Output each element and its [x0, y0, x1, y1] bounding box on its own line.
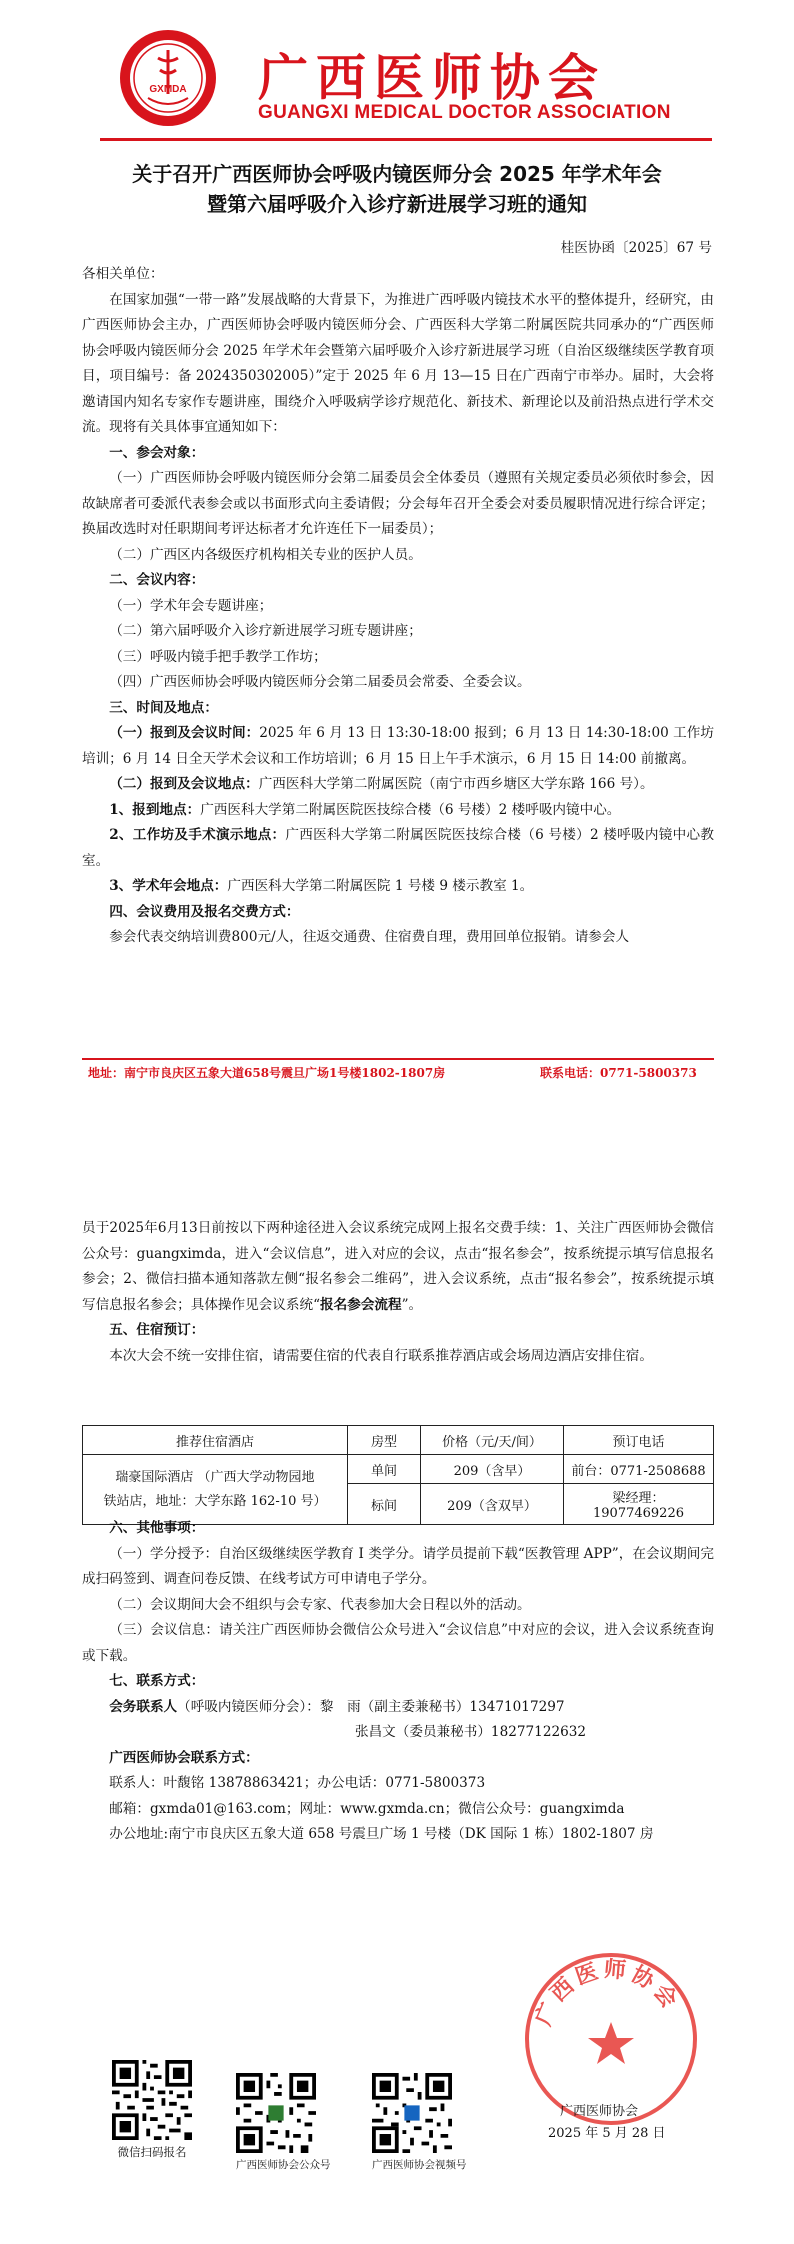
place3-label: 3、学术年会地点：	[109, 878, 228, 894]
time-label: （一）报到及会议时间：	[109, 725, 260, 741]
footer-phone: 联系电话：0771-5800373	[540, 1066, 697, 1080]
table-header: 推荐住宿酒店	[83, 1426, 348, 1455]
section6-item2: （二）会议期间大会不组织与会专家、代表参加大会日程以外的活动。	[109, 1596, 531, 1613]
org-title-cn: 广西医师协会	[258, 48, 606, 107]
contact-person2: 张昌文（委员兼秘书）18277122632	[355, 1724, 587, 1740]
room-type: 标间	[348, 1484, 421, 1525]
org-title-en: GUANGXI MEDICAL DOCTOR ASSOCIATION	[258, 102, 671, 123]
qr-code-icon	[112, 2060, 192, 2140]
place2-text: 广西医科大学第二附属医院医技综合楼（6 号楼）2 楼呼吸内镜中心教室。	[82, 827, 714, 869]
qr-label: 微信扫码报名	[117, 2145, 187, 2159]
svg-text:广西医师协会: 广西医师协会	[531, 1957, 684, 2030]
svg-text:GXMDA: GXMDA	[149, 84, 187, 95]
intro-paragraph: 在国家加强“一带一路”发展战略的大背景下，为推进广西呼吸内镜技术水平的整体提升，经研究，由广西医师协会主办，广西医师协会呼吸内镜医师分会、广西医科大学第二附属医院共同承办的“广西医师协会呼吸内镜医师分会 2025 年学术年会暨第六届呼吸介入诊疗新进展学习班（自治区级继续医学教育项目，项目编号：备 2024350302005）”定于 2025 年 6 月 13—15 日在广西南宁市举办。届时，大会将邀请国内知名专家作专题讲座，围绕介入呼吸病学诊疗规范化、新技术、新理论以及前沿热点进行学术交流。现将有关具体事宜通知如下：	[82, 291, 714, 435]
place-label: （二）报到及会议地点：	[109, 776, 259, 792]
section6-heading: 六、其他事项：	[109, 1520, 205, 1536]
contact-person1: （呼吸内镜医师分会）：黎 雨（副主委兼秘书）13471017297	[177, 1698, 565, 1715]
section6-item1: （一）学分授予：自治区级继续医学教育 I 类学分。请学员提前下载“医教管理 APP”，在会议期间完成扫码签到、调查问卷反馈、在线考试方可申请电子学分。	[82, 1545, 714, 1587]
section6-item3: （三）会议信息：请关注广西医师协会微信公众号进入“会议信息”中对应的会议，进入会议系统查询或下载。	[82, 1622, 714, 1664]
section3-place3	[82, 874, 714, 900]
time-text: 2025 年 6 月 13 日 13:30-18:00 报到；6 月 13 日 14:30-18:00 工作坊培训；6 月 14 日全天学术会议和工作坊培训；6 月 15 日上午手术演示，6 月 15 日 14:00 前撤离。	[82, 725, 715, 767]
qr-code-icon	[236, 2073, 316, 2153]
table-header: 价格（元/天/间）	[421, 1426, 564, 1455]
table-header-row	[83, 1426, 714, 1455]
section2-heading: 二、会议内容：	[109, 572, 205, 588]
doc-title-line2: 暨第六届呼吸介入诊疗新进展学习班的通知	[207, 192, 587, 216]
section3-place2	[82, 823, 714, 874]
signup-flow-label: 报名参会流程	[320, 1296, 402, 1313]
qr-signup[interactable]	[112, 2060, 192, 2160]
place1-text: 广西医科大学第二附属医院医技综合楼（6 号楼）2 楼呼吸内镜中心。	[200, 801, 621, 818]
qr-video-account[interactable]	[372, 2073, 467, 2172]
hotel-name-line1: 瑞豪国际酒店 （广西大学动物园地	[115, 1469, 315, 1485]
section4-text2	[82, 1216, 714, 1318]
section5-heading: 五、住宿预订：	[109, 1322, 205, 1338]
qr-code-icon	[372, 2073, 452, 2153]
doc-number: 桂医协函〔2025〕67 号	[560, 240, 712, 256]
section5-text: 本次大会不统一安排住宿，请需要住宿的代表自行联系推荐酒店或会场周边酒店安排住宿。	[109, 1347, 653, 1364]
section3-heading: 三、时间及地点：	[109, 699, 218, 716]
page2-body-lower	[82, 1516, 714, 1848]
hotel-name-cell	[83, 1455, 348, 1525]
place2-label: 2、工作坊及手术演示地点：	[109, 827, 286, 843]
assoc-address: 办公地址:南宁市良庆区五象大道 658 号震旦广场 1 号楼（DK 国际 1 栋）1802-1807 房	[109, 1826, 654, 1842]
section4-heading: 四、会议费用及报名交费方式：	[109, 903, 300, 920]
signature-org: 广西医师协会	[560, 2104, 639, 2119]
footer-divider	[82, 1058, 714, 1060]
signature-date: 2025 年 5 月 28 日	[548, 2126, 666, 2141]
page2-body	[82, 1216, 714, 1369]
table-header: 房型	[348, 1426, 421, 1455]
assoc-contact-heading: 广西医师协会联系方式：	[109, 1749, 259, 1766]
place-text: 广西医科大学第二附属医院（南宁市西乡塘区大学东路 166 号）。	[258, 776, 654, 792]
qr-official-account[interactable]	[236, 2073, 331, 2172]
booking-phone: 梁经理：19077469226	[564, 1484, 714, 1525]
section3-place	[82, 772, 714, 798]
booking-phone: 前台：0771-2508688	[564, 1455, 714, 1484]
header-divider	[100, 138, 712, 141]
hotel-table	[82, 1425, 714, 1525]
assoc-email: 邮箱：gxmda01@163.com；网址：www.gxmda.cn；微信公众号：guangximda	[109, 1800, 625, 1817]
hotel-name-line2: 铁站店，地址：大学东路 162-10 号）	[103, 1493, 327, 1509]
section7-heading: 七、联系方式：	[109, 1673, 205, 1689]
doc-title-line1: 关于召开广西医师协会呼吸内镜医师分会 2025 年学术年会	[132, 162, 662, 186]
section1-heading: 一、参会对象：	[109, 444, 205, 461]
contact-line1	[82, 1695, 714, 1721]
section4-text1: 参会代表交纳培训费800元/人，往返交通费、住宿费自理，费用回单位报销。请参会人	[109, 929, 630, 945]
section1-item2: （二）广西区内各级医疗机构相关专业的医护人员。	[109, 546, 422, 563]
section3-place1	[82, 798, 714, 824]
table-row	[83, 1455, 714, 1484]
assoc-contact: 联系人：叶馥铭 13878863421；办公电话：0771-5800373	[109, 1775, 486, 1791]
section4-text2-end: ”。	[401, 1296, 423, 1313]
room-type: 单间	[348, 1455, 421, 1484]
place3-text: 广西医科大学第二附属医院 1 号楼 9 楼示教室 1。	[227, 878, 534, 894]
section2-item: （二）第六届呼吸介入诊疗新进展学习班专题讲座；	[109, 623, 422, 639]
table-header: 预订电话	[564, 1426, 714, 1455]
footer-address: 地址：南宁市良庆区五象大道658号震旦广场1号楼1802-1807房	[88, 1066, 446, 1080]
section2-item: （一）学术年会专题讲座；	[109, 597, 273, 614]
room-price: 209（含双早）	[421, 1484, 564, 1525]
section2-item: （三）呼吸内镜手把手教学工作坊；	[109, 648, 327, 665]
place1-label: 1、报到地点：	[109, 801, 201, 818]
qr-label: 广西医师协会视频号	[372, 2159, 467, 2171]
section3-time	[82, 721, 714, 772]
qr-label: 广西医师协会公众号	[236, 2159, 331, 2171]
section4-text2-main: 员于2025年6月13日前按以下两种途径进入会议系统完成网上报名交费手续：1、关注广西医师协会微信公众号：guangximda，进入“会议信息”，进入对应的会议，点击“报名参会”，按系统提示填写信息报名参会；2、微信扫描本通知落款左侧“报名参会二维码”，进入会议系统，点击“报名参会”，按系统提示填写信息报名参会；具体操作见会议系统“	[82, 1220, 714, 1313]
section2-item: （四）广西医师协会呼吸内镜医师分会第二届委员会常委、全委会议。	[109, 674, 531, 690]
salutation: 各相关单位：	[82, 266, 164, 282]
gxmda-logo	[118, 28, 218, 128]
section1-item1: （一）广西医师协会呼吸内镜医师分会第二届委员会全体委员（遵照有关规定委员必须依时参会，因故缺席者可委派代表参会或以书面形式向主委请假；分会每年召开全委会对委员履职情况进行综合评定；换届改选时对任职期间考评达标者才允许连任下一届委员）；	[82, 470, 714, 537]
room-price: 209（含早）	[421, 1455, 564, 1484]
contact-label: 会务联系人	[109, 1698, 178, 1715]
page1-body	[82, 262, 714, 951]
